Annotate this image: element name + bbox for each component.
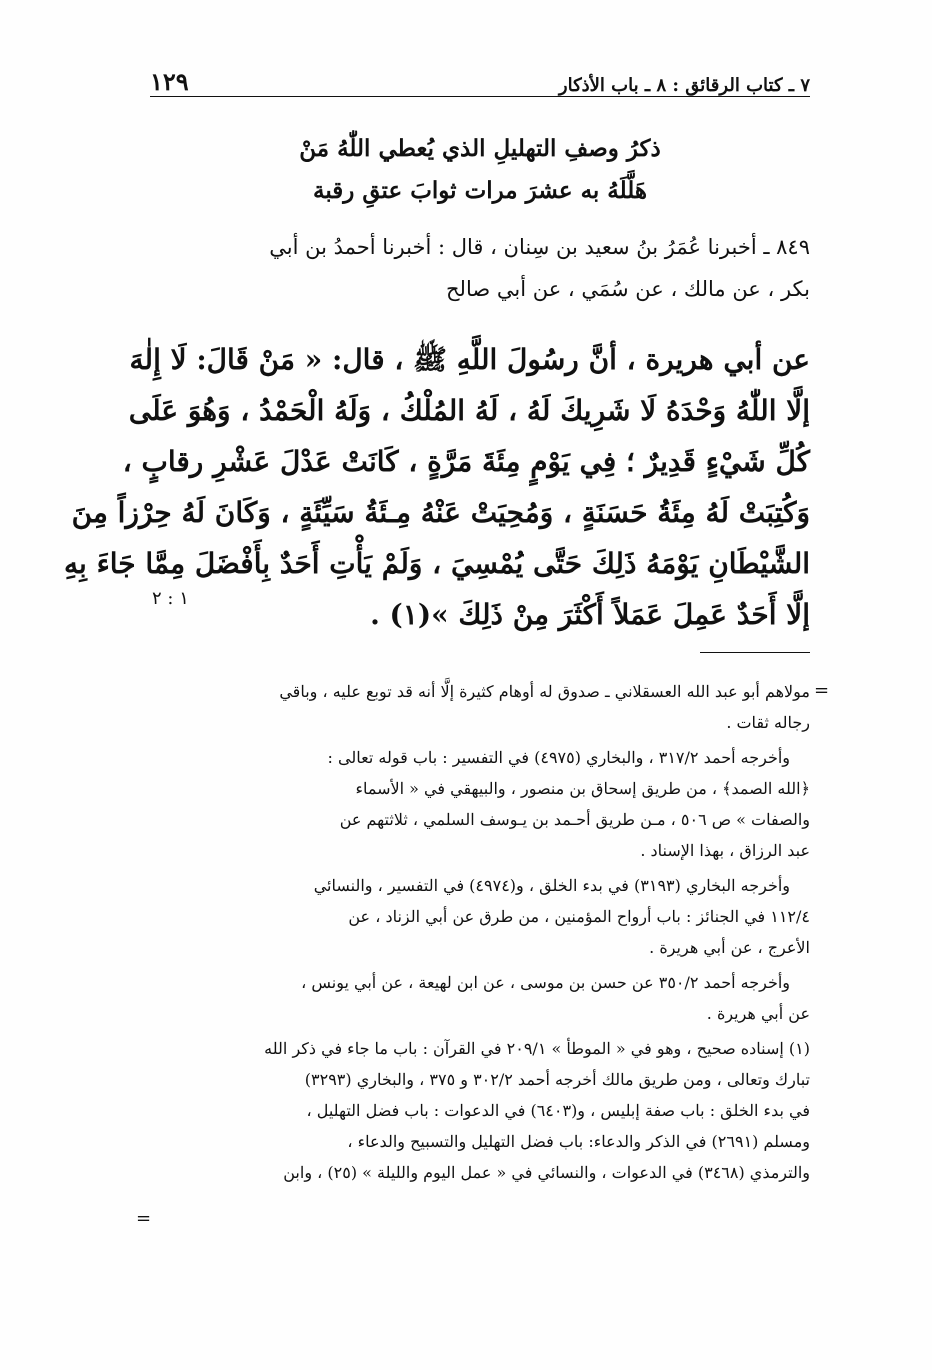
- matn-line: عن أبي هريرة ، أنَّ رسُولَ اللَّهِ ﷺ ، قال: « مَنْ قَالَ: لَا إِلٰهَ: [129, 343, 810, 376]
- footnote-paragraph: [150, 676, 810, 738]
- chapter-heading-line: ذكرُ وصفِ التهليلِ الذي يُعطي اللّٰهُ مَنْ: [299, 135, 661, 162]
- footnote-line: في بدء الخلق : باب صفة إبليس ، و(٦٤٠٣) في الدعوات : باب فضل التهليل ،: [306, 1101, 810, 1120]
- isnad-line: ٨٤٩ ـ أخبرنا عُمَرُ بنُ سعيد بن سِنان ، قال : أخبرنا أحمدُ بن أبي: [269, 235, 810, 259]
- side-reference: ١ : ٢: [152, 588, 189, 609]
- footnote-line: مولاهم أبو عبد الله العسقلاني ـ صدوق له أوهام كثيرة إلَّا أنه قد توبع عليه ، وباقي: [279, 682, 810, 701]
- running-title: ٧ ـ كتاب الرقائق : ٨ ـ باب الأذكار: [558, 75, 810, 96]
- footnote-line: عن أبي هريرة .: [706, 1004, 810, 1023]
- matn-line: وَكُتِبَتْ لَهُ مِئَةُ حَسَنَةٍ ، وَمُحِيَتْ عَنْهُ مِـئَةُ سَيِّئَةٍ ، وَكَانَ لَهُ حِرْزاً مِنَ: [71, 496, 810, 529]
- footnote-line: وأخرجه أحمد ٣٥٠/٢ عن حسن بن موسى ، عن ابن لهيعة ، عن أبي يونس ،: [301, 973, 790, 992]
- chapter-heading: [150, 128, 810, 212]
- footnote-line: والترمذي (٣٤٦٨) في الدعوات ، والنسائي في « عمل اليوم والليلة » (٢٥) ، وابن: [283, 1163, 810, 1182]
- footnote-line: ١١٢/٤ في الجنائز : باب أرواح المؤمنين ، من طرق عن أبي الزناد ، عن: [348, 907, 810, 926]
- continuation-mark: =: [814, 680, 830, 701]
- matn-line: الشَّيْطَانِ يَوْمَهُ ذَلِكَ حَتَّى يُمْسِيَ ، وَلَمْ يَأْتِ أَحَدٌ بِأَفْضَلَ مِمَّا جَاءَ بِهِ: [64, 547, 810, 580]
- footnote-line: تبارك وتعالى ، ومن طريق مالك أخرجه أحمد ٣٠٢/٢ و ٣٧٥ ، والبخاري (٣٢٩٣): [304, 1070, 810, 1089]
- hadith-matn: [64, 334, 810, 640]
- hadith-isnad: [150, 226, 810, 310]
- footnote-separator: [700, 652, 810, 653]
- footnote-paragraph: [150, 967, 810, 1029]
- matn-line: إلَّا اللّٰهُ وَحْدَهُ لَا شَرِيكَ لَهُ ، لَهُ المُلْكُ ، وَلَهُ الْحَمْدُ ، وَهُوَ عَلَى: [128, 394, 810, 427]
- matn-line: كُلِّ شَيْءٍ قَدِيرٌ ؛ فِي يَوْمٍ مِئَةَ مَرَّةٍ ، كَانَتْ عَدْلَ عَشْرِ رقابٍ ،: [122, 445, 810, 478]
- matn-line: إلَّا أَحَدٌ عَمِلَ عَمَلاً أَكْثَرَ مِنْ ذَلِكَ »(١) .: [370, 598, 810, 631]
- continuation-mark: =: [136, 1208, 152, 1229]
- footnote-line: (١) إسناده صحيح ، وهو في « الموطأ » ٢٠٩/١ في القرآن : باب ما جاء في ذكر الله: [264, 1039, 810, 1058]
- isnad-line: بكر ، عن مالك ، عن سُمَي ، عن أبي صالح: [445, 277, 810, 301]
- footnote-line: الأعرج ، عن أبي هريرة .: [649, 938, 810, 957]
- chapter-heading-line: هَلَّلَهُ به عشرَ مرات ثوابَ عتقِ رقبة: [313, 177, 647, 204]
- footnote-line: ومسلم (٢٦٩١) في الذكر والدعاء: باب فضل التهليل والتسبيح والدعاء ،: [347, 1132, 810, 1151]
- page-header: [150, 62, 810, 97]
- page-number: ١٢٩: [150, 67, 189, 96]
- footnote-line: وأخرجه البخاري (٣١٩٣) في بدء الخلق ، و(٤٩٧٤) في التفسير ، والنسائي: [313, 876, 790, 895]
- footnote-paragraph: [150, 870, 810, 963]
- footnote-line: والصفات » ص ٥٠٦ ، مـن طريق أحـمد بن يـوسف السلمي ، ثلاثتهم عن: [339, 810, 810, 829]
- footnote-1: [150, 1033, 810, 1188]
- footnote-line: رجاله ثقات .: [726, 713, 810, 732]
- footnote-line: ﴿الله الصمد﴾ ، من طريق إسحاق بن منصور ، والبيهقي في « الأسماء: [355, 779, 810, 798]
- footnote-line: عبد الرزاق ، بهذا الإسناد .: [640, 841, 810, 860]
- footnote-line: وأخرجه أحمد ٣١٧/٢ ، والبخاري (٤٩٧٥) في التفسير : باب قوله تعالى :: [327, 748, 790, 767]
- footnotes: [150, 676, 810, 1192]
- footnote-paragraph: [150, 742, 810, 866]
